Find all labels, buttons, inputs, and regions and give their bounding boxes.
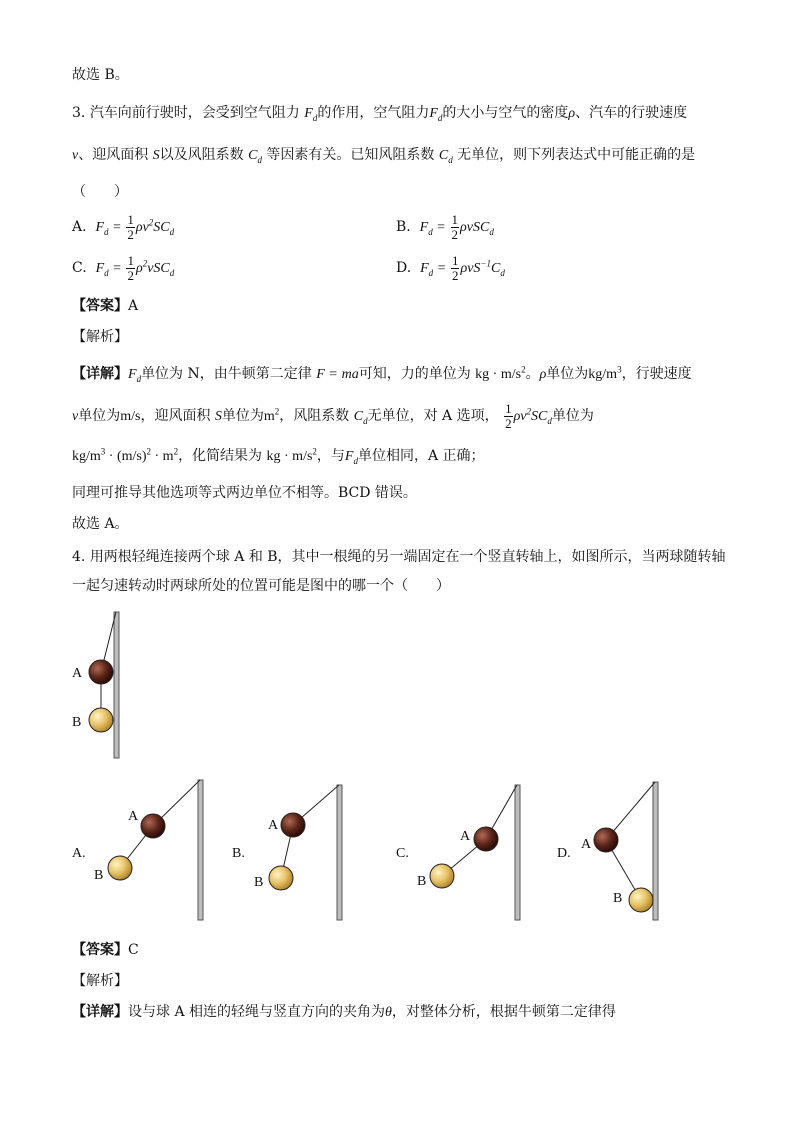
option-letter: B. bbox=[232, 846, 245, 861]
detail-text: 单位为 N，由牛顿第二定律 bbox=[141, 366, 312, 382]
detail-text: ，化简结果为 bbox=[178, 448, 263, 464]
ball-a bbox=[89, 660, 113, 684]
prev-conclusion: 故选 B。 bbox=[72, 67, 129, 83]
q3-detail-line3: $kg/m^3 \cdot (m/s)^2 \cdot m^2$，化简结果为 kg · $m/s^2$，与$F_d$单位相同，A 正确； bbox=[72, 446, 485, 466]
detail-text: 。 bbox=[525, 366, 540, 382]
q4-option-c-figure[interactable] bbox=[396, 785, 520, 920]
q3-detail-line1: 【详解】$F_d$单位为 N，由牛顿第二定律 F = ma可知，力的单位为 kg · $m/s^2$。ρ单位为$kg/m^3$，行驶速度 bbox=[72, 364, 692, 384]
q3-stem-line1: 3. 汽车向前行驶时，会受到空气阻力 $F_d$的作用，空气阻力$F_d$的大小与空气的密度ρ、汽车的行驶速度 bbox=[72, 105, 688, 123]
answer-tag: 【答案】 bbox=[72, 942, 128, 958]
option-letter: C. bbox=[396, 846, 409, 861]
detail-text: 无单位，对 A 选项， bbox=[367, 408, 499, 424]
ball-b-label: B bbox=[417, 874, 427, 889]
q3-conclusion: 故选 A。 bbox=[72, 516, 129, 532]
ball-a-label: A bbox=[128, 809, 139, 824]
option-letter: D. bbox=[557, 846, 571, 861]
option-letter: B. bbox=[396, 219, 411, 235]
q4-option-b-figure[interactable] bbox=[232, 785, 342, 920]
q4-stem-line2: 一起匀速转动时两球所处的位置可能是图中的哪一个（ ） bbox=[72, 578, 450, 594]
q4-analysis-tag: 【解析】 bbox=[72, 973, 128, 989]
detail-text: 单位为 bbox=[78, 408, 121, 424]
option-letter: A. bbox=[72, 846, 86, 861]
q3-option-d[interactable]: D. $F_d$ = $\frac{1}{2}$ $\rho vS^{-1}C_d$ bbox=[396, 252, 505, 283]
q3-option-a[interactable]: A. $F_d$ = $\frac{1}{2}$ $\rho v^2SC_d$ bbox=[72, 211, 175, 242]
option-letter: D. bbox=[396, 260, 412, 276]
q4-main-figure bbox=[72, 612, 119, 758]
q3-stem-text: 汽车向前行驶时，会受到空气阻力 bbox=[89, 105, 300, 121]
ball-a-label: A bbox=[72, 666, 83, 681]
q3-detail-line4: 同理可推导其他选项等式两边单位不相等。BCD 错误。 bbox=[72, 485, 417, 501]
detail-text: 单位为 bbox=[551, 408, 594, 424]
ball-b bbox=[89, 708, 113, 732]
answer-value: C bbox=[128, 942, 139, 958]
detail-tag: 【详解】 bbox=[72, 1004, 128, 1020]
ball-a bbox=[474, 827, 498, 851]
option-letter: C. bbox=[72, 260, 87, 276]
ball-b-label: B bbox=[94, 868, 104, 883]
answer-value: A bbox=[128, 298, 139, 314]
detail-tag: 【详解】 bbox=[72, 366, 128, 382]
q3-option-b[interactable]: B. $F_d$ = $\frac{1}{2}$ ρvSC$_d$ bbox=[396, 211, 494, 242]
q4-detail: 【详解】设与球 A 相连的轻绳与竖直方向的夹角为θ，对整体分析，根据牛顿第二定律得 bbox=[72, 1004, 616, 1020]
q4-stem-text: 用两根轻绳连接两个球 A 和 B，其中一根绳的另一端固定在一个竖直转轴上，如图所示，当两球随转轴 bbox=[89, 549, 726, 565]
q3-paren: （ ） bbox=[72, 184, 128, 200]
ball-b bbox=[269, 866, 293, 890]
detail-text: ，对整体分析，根据牛顿第二定律得 bbox=[391, 1004, 616, 1020]
ball-b-label: B bbox=[613, 891, 623, 906]
q3-stem-text: 的作用，空气阻力 bbox=[317, 105, 430, 121]
q3-stem-text: 、迎风面积 bbox=[78, 147, 149, 163]
detail-text: ，迎风面积 bbox=[140, 408, 211, 424]
ball-b bbox=[430, 864, 454, 888]
q3-stem-text: 无单位，则下列表达式中可能正确的是 bbox=[457, 147, 696, 163]
q3-analysis-tag: 【解析】 bbox=[72, 329, 128, 345]
ball-b bbox=[629, 888, 653, 912]
ball-b-label: B bbox=[254, 875, 264, 890]
answer-tag: 【答案】 bbox=[72, 298, 128, 314]
ball-b bbox=[108, 856, 132, 880]
ball-a-label: A bbox=[268, 818, 279, 833]
ball-a-label: A bbox=[460, 829, 471, 844]
detail-text: ，风阻系数 bbox=[279, 408, 350, 424]
detail-text: 可知，力的单位为 bbox=[358, 366, 471, 382]
q3-number: 3. bbox=[72, 105, 86, 121]
ball-a-label: A bbox=[581, 837, 592, 852]
ball-a bbox=[594, 828, 618, 852]
q3-stem-text: 以及风阻系数 bbox=[159, 147, 244, 163]
q4-option-d-figure[interactable] bbox=[557, 782, 658, 920]
q4-option-a-figure[interactable] bbox=[72, 780, 203, 920]
q3-detail-line2: v单位为m/s，迎风面积 S单位为$m^2$，风阻系数 $C_d$无单位，对 A 选项， $\frac{1}{2}$ $\rho v^2SC_d$单位为 bbox=[72, 400, 594, 431]
detail-text: 单位相同，A 正确； bbox=[357, 448, 485, 464]
q4-number: 4. bbox=[72, 549, 86, 565]
detail-text: ，行驶速度 bbox=[621, 366, 692, 382]
q3-stem-text: 、汽车的行驶速度 bbox=[575, 105, 688, 121]
q3-option-c[interactable]: C. $F_d$ = $\frac{1}{2}$ $\rho^2vSC_d$ bbox=[72, 252, 175, 283]
q3-stem-text: 等因素有关。已知风阻系数 bbox=[266, 147, 435, 163]
q3-stem-line2: v、迎风面积 S以及风阻系数 $C_d$ 等因素有关。已知风阻系数 $C_d$ 无单位，则下列表达式中可能正确的是 bbox=[72, 147, 696, 165]
detail-text: 单位为 bbox=[221, 408, 264, 424]
detail-text: 设与球 A 相连的轻绳与竖直方向的夹角为 bbox=[128, 1004, 386, 1020]
ball-b-label: B bbox=[72, 715, 82, 730]
detail-text: 单位为 bbox=[546, 366, 589, 382]
option-letter: A. bbox=[72, 219, 87, 235]
q4-answer bbox=[72, 941, 139, 959]
ball-a bbox=[141, 814, 165, 838]
ball-a bbox=[281, 813, 305, 837]
q3-stem-text: 的大小与空气的密度 bbox=[442, 105, 569, 121]
detail-text: ，与 bbox=[316, 448, 345, 464]
